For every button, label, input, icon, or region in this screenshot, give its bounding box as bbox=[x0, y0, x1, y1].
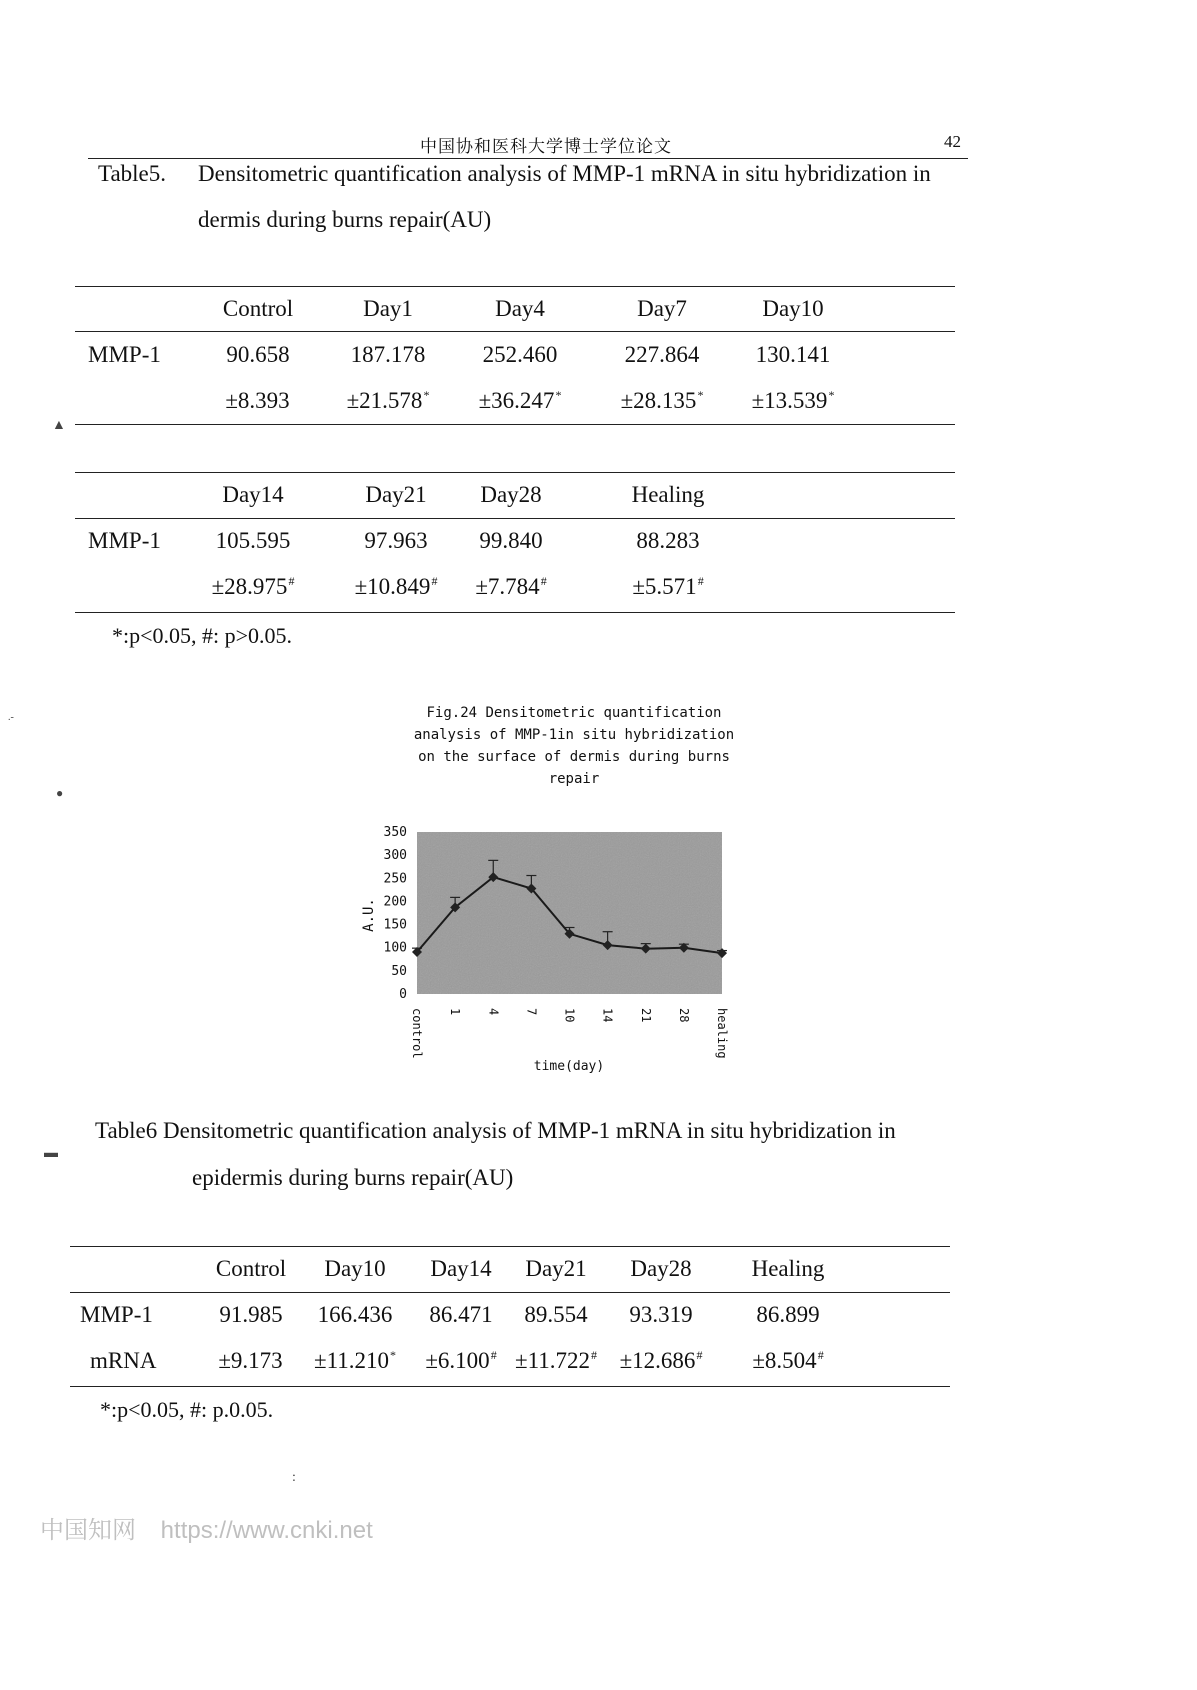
figure24-title-line: repair bbox=[548, 771, 600, 787]
table5a-sd-text: ±28.135 bbox=[620, 388, 697, 413]
table6-header bbox=[630, 1256, 691, 1282]
significance-mark: # bbox=[431, 574, 438, 589]
table6-caption-line2: epidermis during burns repair(AU) bbox=[192, 1165, 514, 1190]
table5a-header-rule bbox=[75, 331, 955, 332]
table5a-bottom-rule bbox=[75, 424, 955, 425]
table5b-header-text: Day28 bbox=[480, 482, 542, 507]
x-tick-label: 7 bbox=[524, 1008, 539, 1016]
x-axis-label: time(day) bbox=[533, 1059, 605, 1074]
scan-speck: .- bbox=[8, 712, 14, 723]
table5b-header-rule bbox=[75, 518, 955, 519]
table5b-header bbox=[480, 482, 541, 508]
table6-header-text: Day10 bbox=[324, 1256, 386, 1281]
table5a-header-text: Day4 bbox=[495, 296, 545, 321]
table5a-mean bbox=[756, 342, 831, 368]
y-tick-label: 100 bbox=[383, 940, 407, 956]
table5a-mean-text: 130.141 bbox=[755, 342, 831, 367]
y-tick-label: 150 bbox=[383, 917, 407, 933]
table6-mean-text: 93.319 bbox=[629, 1302, 693, 1327]
x-tick-label: 10 bbox=[562, 1008, 577, 1023]
table5a-sd bbox=[225, 388, 290, 414]
table6-header bbox=[216, 1256, 286, 1282]
table5a-header-text: Day1 bbox=[363, 296, 413, 321]
table5b-sd bbox=[212, 574, 295, 600]
table5b-mean-text: 97.963 bbox=[364, 528, 428, 553]
table5a-mean bbox=[351, 342, 426, 368]
significance-mark: * bbox=[423, 388, 430, 403]
table6-bottom-rule bbox=[70, 1386, 950, 1387]
significance-mark: * bbox=[390, 1348, 397, 1363]
significance-mark: # bbox=[490, 1348, 497, 1363]
table5a-header bbox=[363, 296, 413, 322]
table5a-sd-text: ±21.578 bbox=[346, 388, 423, 413]
significance-mark: * bbox=[697, 388, 704, 403]
table6-header-text: Day21 bbox=[525, 1256, 587, 1281]
table6-sd-text: ±6.100 bbox=[425, 1348, 490, 1373]
table6-sd-text: ±9.173 bbox=[218, 1348, 283, 1373]
table5b-mean bbox=[636, 528, 699, 554]
plot-texture bbox=[417, 832, 722, 994]
significance-mark: # bbox=[540, 574, 547, 589]
table5a-header-text: Day10 bbox=[762, 296, 824, 321]
table6-sd bbox=[752, 1348, 823, 1374]
scan-speck: ● bbox=[56, 786, 64, 800]
table5a-sd-text: ±8.393 bbox=[225, 388, 290, 413]
table6-header-text: Healing bbox=[751, 1256, 825, 1281]
significance-mark: * bbox=[555, 388, 562, 403]
x-tick-label: 1 bbox=[448, 1008, 463, 1016]
table5a-header-text: Day7 bbox=[637, 296, 687, 321]
y-axis-label: A.U. bbox=[361, 898, 377, 932]
table5a-mean-text: 90.658 bbox=[226, 342, 290, 367]
table6-sd-text: ±12.686 bbox=[619, 1348, 696, 1373]
table6-sd-text: ±11.722 bbox=[514, 1348, 591, 1373]
table6-mean-text: 86.471 bbox=[429, 1302, 493, 1327]
figure24-title bbox=[404, 702, 744, 790]
page-number: 42 bbox=[944, 132, 961, 151]
table5a-mean-text: 187.178 bbox=[350, 342, 426, 367]
figure24-title-line: analysis of MMP-1in situ hybridization bbox=[413, 727, 735, 743]
table5-caption-label: Table5. bbox=[98, 161, 167, 186]
watermark bbox=[40, 1510, 373, 1545]
table6-header-rule bbox=[70, 1292, 950, 1293]
significance-mark: # bbox=[288, 574, 295, 589]
table6-header bbox=[752, 1256, 825, 1282]
watermark-brand: 中国知网 bbox=[40, 1517, 136, 1544]
table5-footnote: *:p<0.05, #: p>0.05. bbox=[112, 623, 293, 648]
scan-speck: ▲ bbox=[52, 418, 66, 433]
table5b-bottom-rule bbox=[75, 612, 955, 613]
table5a-header-text: Control bbox=[222, 296, 294, 321]
table5a-mean bbox=[226, 342, 289, 368]
scan-speck: : bbox=[292, 1470, 296, 1485]
scan-speck: ▬ bbox=[44, 1146, 58, 1161]
table5a-mean bbox=[625, 342, 700, 368]
x-tick-label: 14 bbox=[600, 1008, 615, 1023]
table6-sd-text: ±11.210 bbox=[313, 1348, 390, 1373]
table5b-sd-text: ±7.784 bbox=[475, 574, 540, 599]
table6-caption bbox=[95, 1117, 896, 1145]
table5b-mean bbox=[364, 528, 427, 554]
table5b-header-text: Day14 bbox=[222, 482, 284, 507]
table5b-mean bbox=[479, 528, 542, 554]
y-tick-label: 250 bbox=[383, 871, 407, 887]
table5a-sd bbox=[347, 388, 430, 414]
x-axis bbox=[410, 1008, 729, 1059]
table6-row-label-1: MMP-1 bbox=[80, 1302, 153, 1327]
table5b-sd bbox=[355, 574, 438, 600]
table6-mean bbox=[429, 1302, 492, 1328]
table5-caption bbox=[98, 160, 931, 188]
figure24-chart bbox=[355, 812, 775, 1082]
table6-header bbox=[430, 1256, 491, 1282]
table6-sd bbox=[425, 1348, 496, 1374]
y-tick-label: 300 bbox=[383, 848, 407, 864]
table6-header bbox=[525, 1256, 586, 1282]
figure24-title-line: Fig.24 Densitometric quantification bbox=[426, 705, 722, 721]
table5a-header bbox=[223, 296, 293, 322]
figure24-title-line: on the surface of dermis during burns bbox=[418, 749, 730, 765]
table6-mean bbox=[219, 1302, 282, 1328]
table6-mean-text: 86.899 bbox=[756, 1302, 820, 1327]
x-tick-label: control bbox=[410, 1008, 424, 1059]
table6-header-text: Day14 bbox=[430, 1256, 492, 1281]
y-tick-label: 350 bbox=[383, 825, 407, 840]
table6-caption-label: Table6 bbox=[95, 1118, 158, 1143]
table6-mean-text: 91.985 bbox=[219, 1302, 283, 1327]
y-tick-label: 50 bbox=[391, 963, 407, 979]
table5b-header-text: Day21 bbox=[365, 482, 427, 507]
table6-header bbox=[324, 1256, 385, 1282]
table5a-header bbox=[495, 296, 545, 322]
watermark-url: https://www.cnki.net bbox=[160, 1517, 373, 1544]
table5-caption-line2: dermis during burns repair(AU) bbox=[198, 207, 492, 232]
x-tick-label: healing bbox=[715, 1008, 729, 1059]
table6-mean bbox=[756, 1302, 819, 1328]
table5b-top-rule bbox=[75, 472, 955, 473]
table6-header-text: Day28 bbox=[630, 1256, 692, 1281]
table5a-row-label: MMP-1 bbox=[88, 342, 161, 367]
table5b-header bbox=[365, 482, 426, 508]
significance-mark: # bbox=[591, 1348, 598, 1363]
table5b-sd bbox=[475, 574, 546, 600]
y-axis bbox=[384, 825, 407, 1002]
table5b-mean-text: 88.283 bbox=[636, 528, 700, 553]
table5b-row-label: MMP-1 bbox=[88, 528, 161, 553]
table6-mean bbox=[524, 1302, 587, 1328]
significance-mark: * bbox=[828, 388, 835, 403]
table6-header-text: Control bbox=[215, 1256, 287, 1281]
table6-sd bbox=[515, 1348, 597, 1374]
table6-sd bbox=[314, 1348, 396, 1374]
x-tick-label: 21 bbox=[638, 1008, 653, 1023]
table5a-mean-text: 252.460 bbox=[482, 342, 558, 367]
table5a-sd-text: ±13.539 bbox=[751, 388, 828, 413]
table5a-mean-text: 227.864 bbox=[624, 342, 700, 367]
table5b-header bbox=[632, 482, 705, 508]
table6-mean-text: 166.436 bbox=[317, 1302, 393, 1327]
table6-mean-text: 89.554 bbox=[524, 1302, 588, 1327]
table5-caption-line1: Densitometric quantification analysis of MMP-1 mRNA in situ hybridization in bbox=[198, 161, 931, 186]
table5b-sd-text: ±5.571 bbox=[632, 574, 697, 599]
table6-footnote: *:p<0.05, #: p.0.05. bbox=[100, 1397, 274, 1422]
running-header: 中国协和医科大学博士学位论文 bbox=[420, 137, 672, 156]
table6-sd-text: ±8.504 bbox=[752, 1348, 817, 1373]
table6-sd bbox=[620, 1348, 703, 1374]
table6-top-rule bbox=[70, 1246, 950, 1247]
table5b-sd bbox=[632, 574, 703, 600]
y-tick-label: 0 bbox=[399, 987, 407, 1002]
table6-caption-line1: Densitometric quantification analysis of MMP-1 mRNA in situ hybridization in bbox=[163, 1118, 896, 1143]
table5a-sd bbox=[621, 388, 704, 414]
significance-mark: # bbox=[696, 1348, 703, 1363]
table5b-mean bbox=[216, 528, 291, 554]
y-tick-label: 200 bbox=[383, 894, 407, 910]
table6-mean bbox=[318, 1302, 393, 1328]
table5a-sd bbox=[752, 388, 835, 414]
table5a-sd-text: ±36.247 bbox=[478, 388, 555, 413]
table5b-mean-text: 99.840 bbox=[479, 528, 543, 553]
table5b-header-text: Healing bbox=[631, 482, 705, 507]
significance-mark: # bbox=[697, 574, 704, 589]
table5a-sd bbox=[479, 388, 562, 414]
table5b-mean-text: 105.595 bbox=[215, 528, 291, 553]
table6-sd bbox=[218, 1348, 283, 1374]
table5a-mean bbox=[483, 342, 558, 368]
table5b-header bbox=[222, 482, 283, 508]
table5a-header bbox=[762, 296, 823, 322]
table5b-sd-text: ±28.975 bbox=[211, 574, 288, 599]
significance-mark: # bbox=[817, 1348, 824, 1363]
table6-mean bbox=[629, 1302, 692, 1328]
x-tick-label: 28 bbox=[676, 1008, 691, 1023]
table5b-sd-text: ±10.849 bbox=[354, 574, 431, 599]
x-tick-label: 4 bbox=[486, 1008, 501, 1016]
table6-row-label-2: mRNA bbox=[90, 1348, 157, 1373]
table5a-header bbox=[637, 296, 687, 322]
table5a-top-rule bbox=[75, 286, 955, 287]
header-rule bbox=[88, 158, 968, 159]
